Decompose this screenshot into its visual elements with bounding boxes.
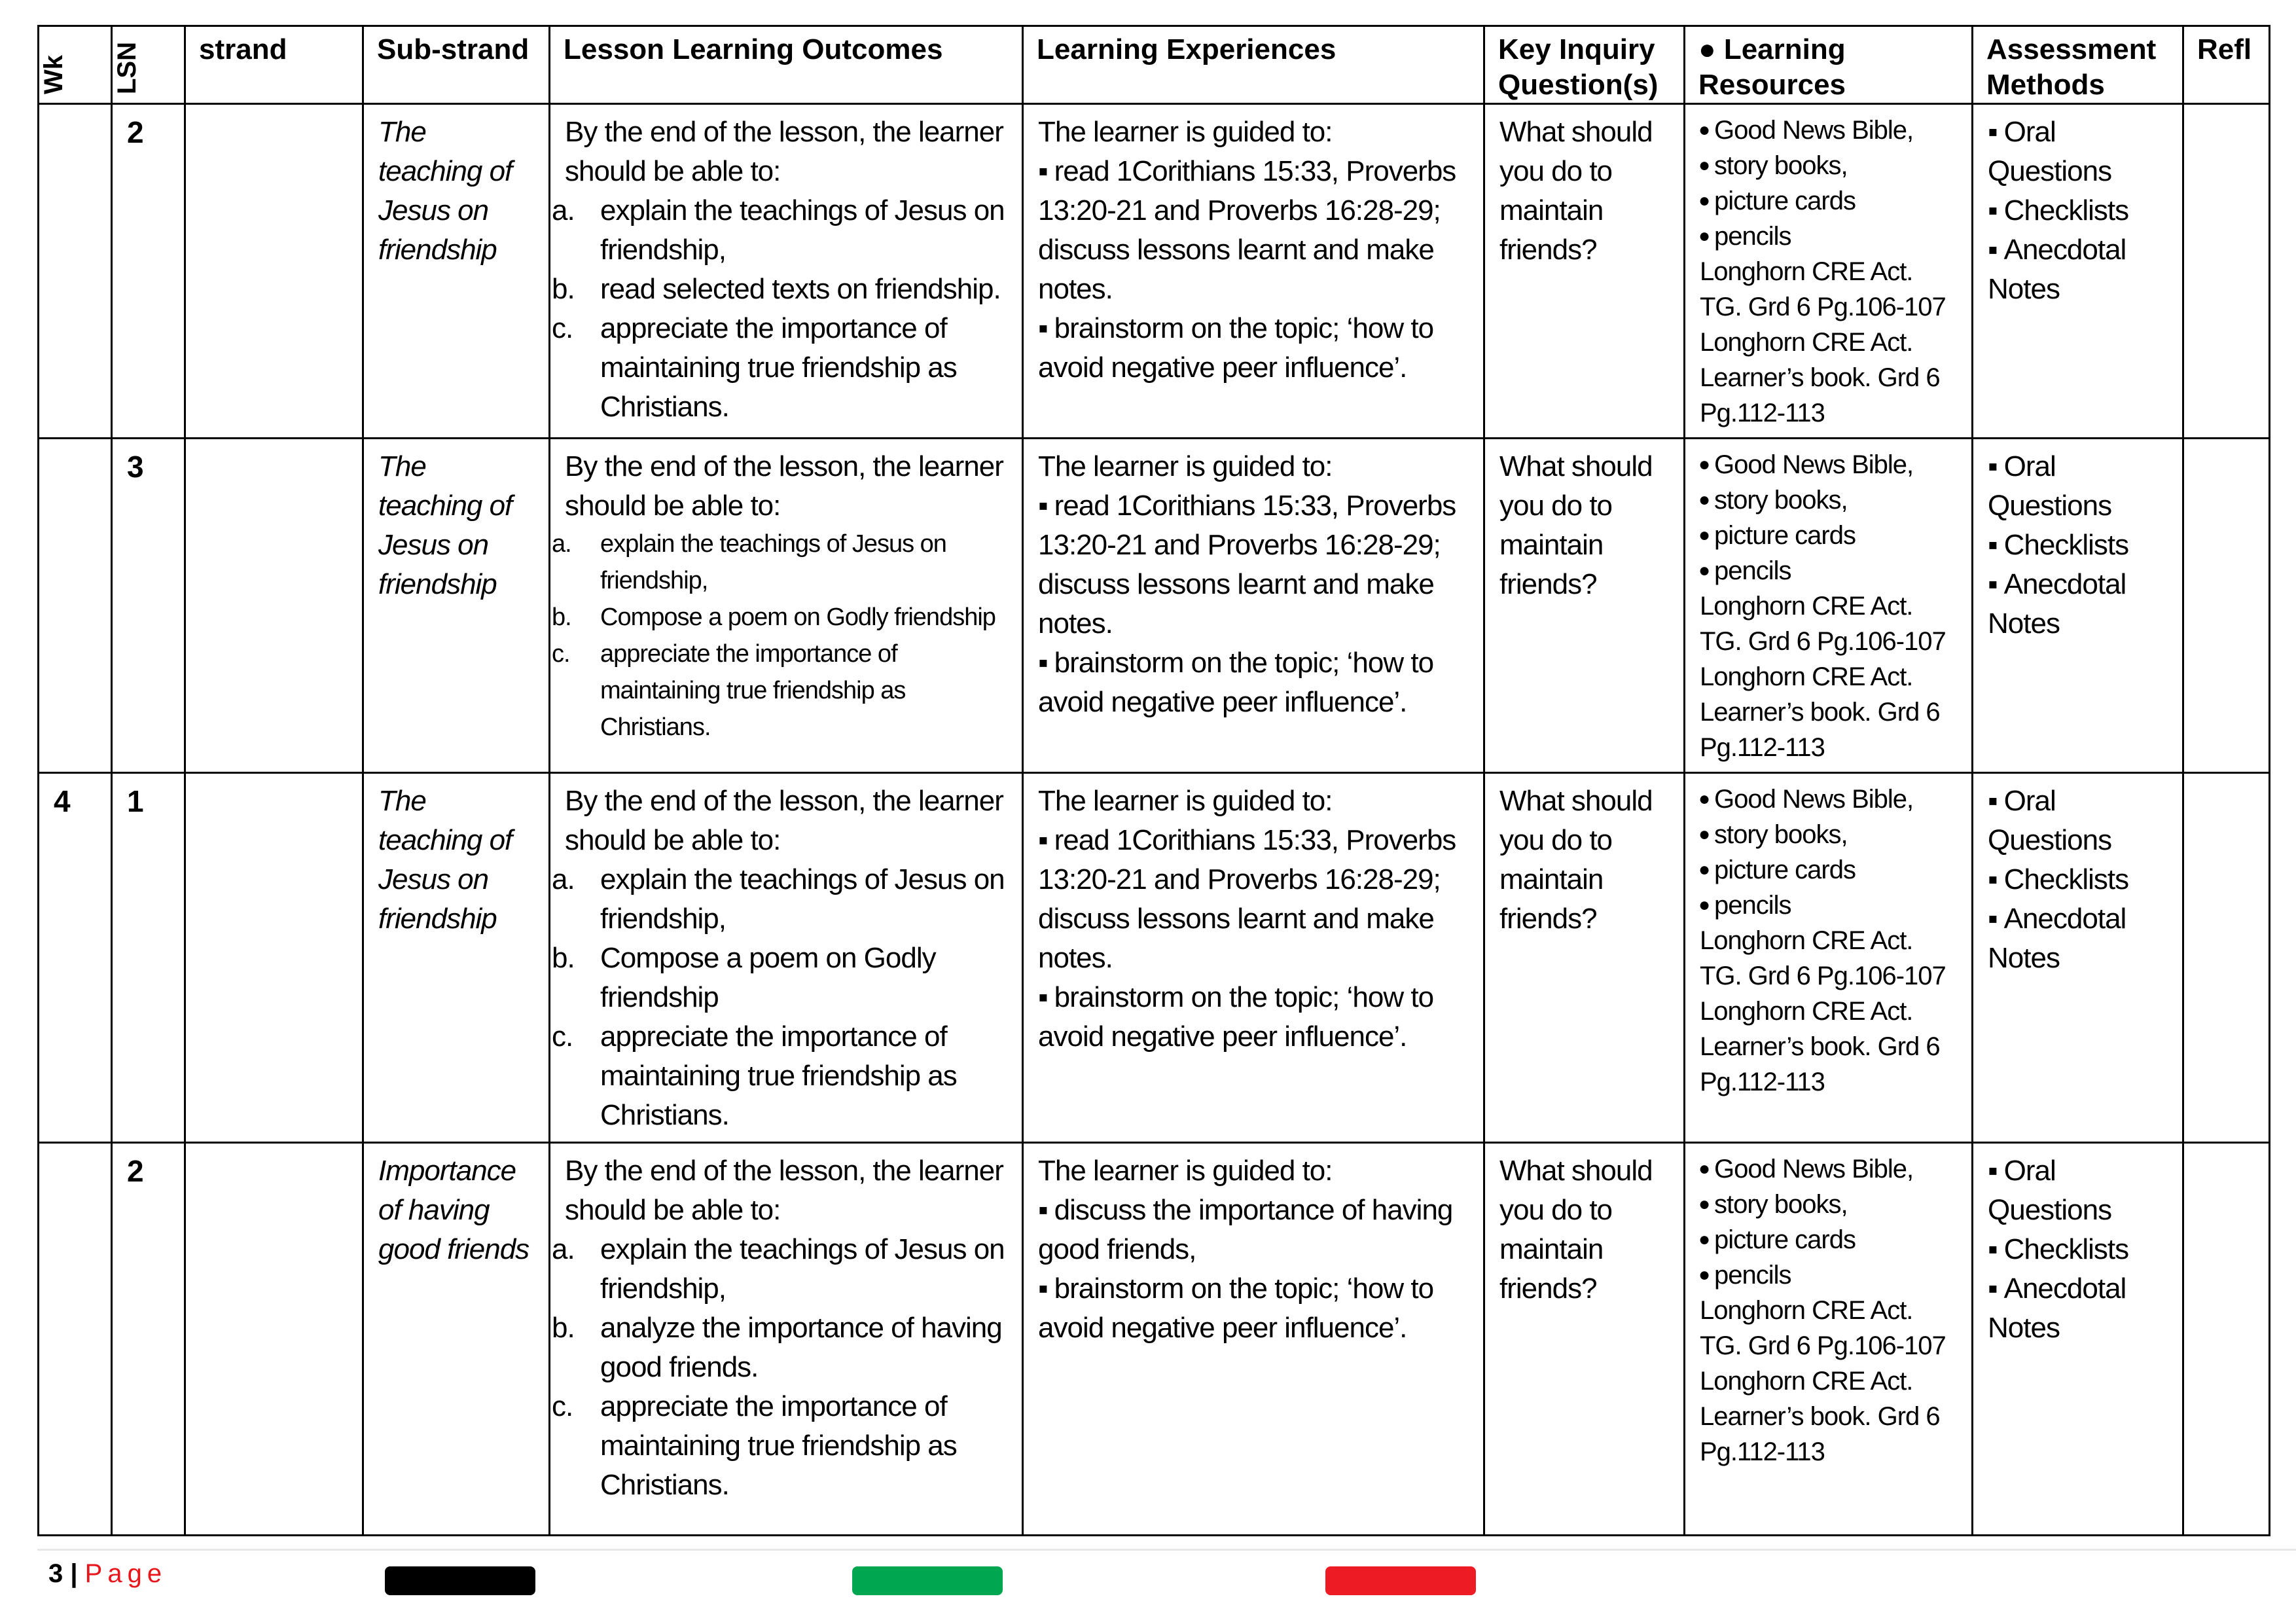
resource-item: ● pencils <box>1700 1257 1958 1293</box>
cell-inquiry <box>1484 439 1685 773</box>
outcome-text: appreciate the importance of maintaining true friendship as Christians. <box>600 312 957 423</box>
resource-item: ● Good News Bible, <box>1700 447 1958 482</box>
resources-refs <box>1700 254 1958 431</box>
header-wk-label: Wk <box>39 55 68 94</box>
resource-item: ● picture cards <box>1700 1222 1958 1257</box>
outcome-text: explain the teachings of Jesus on friendship, <box>600 863 1005 935</box>
outcome-text: appreciate the importance of maintaining true friendship as Christians. <box>600 1020 957 1131</box>
assessment-item: ▪ Anecdotal Notes <box>1988 899 2169 978</box>
outcome-item <box>552 1308 1009 1387</box>
resource-item: ● story books, <box>1700 817 1958 852</box>
header-row <box>39 26 2270 104</box>
cell-outcomes <box>550 1143 1023 1536</box>
reflection-text <box>2184 774 2269 788</box>
outcome-item <box>552 860 1009 939</box>
lesson-number: 3 <box>127 450 143 484</box>
resource-reference: Longhorn CRE Act. TG. Grd 6 Pg.106-107 <box>1700 257 1946 321</box>
outcomes-intro: By the end of the lesson, the learner should be able to: <box>565 116 1003 187</box>
cell-substrand <box>363 439 550 773</box>
header-strand <box>185 26 363 104</box>
assessment-item: ▪ Oral Questions <box>1988 447 2169 526</box>
experiences-list <box>1038 486 1470 722</box>
cell-experiences <box>1023 1143 1484 1536</box>
resource-item: ● pencils <box>1700 219 1958 254</box>
header-inquiry-label: Key Inquiry Question(s) <box>1498 33 1659 101</box>
outcome-marker: b. <box>552 942 575 974</box>
experiences-intro: The learner is guided to: <box>1038 785 1333 817</box>
resource-item: ● story books, <box>1700 148 1958 183</box>
bullet-icon: ● <box>1698 33 1724 65</box>
header-outcomes-label: Lesson Learning Outcomes <box>564 33 943 65</box>
cell-assessment <box>1973 439 2183 773</box>
cell-wk <box>39 773 112 1143</box>
outcome-item <box>552 526 1009 599</box>
outcome-item <box>552 191 1009 270</box>
cell-strand <box>185 773 363 1143</box>
experience-item: ▪ read 1Corithians 15:33, Proverbs 13:20-21 and Proverbs 16:28-29; discuss lessons learnt and make notes. <box>1038 821 1470 978</box>
outcome-marker: c. <box>552 312 573 344</box>
assessment-item: ▪ Anecdotal Notes <box>1988 1269 2169 1348</box>
substrand-text: The teaching of Jesus on friendship <box>378 450 512 600</box>
assessment-item: ▪ Oral Questions <box>1988 1151 2169 1230</box>
cell-assessment <box>1973 104 2183 439</box>
header-reflection <box>2183 26 2270 104</box>
cell-resources <box>1685 1143 1973 1536</box>
outcome-marker: c. <box>552 1390 573 1422</box>
cell-outcomes <box>550 104 1023 439</box>
inquiry-question: What should you do to maintain friends? <box>1499 116 1653 266</box>
resources-refs <box>1700 1293 1958 1470</box>
page-number-separator: | <box>63 1559 85 1588</box>
cell-experiences <box>1023 773 1484 1143</box>
outcome-marker: c. <box>552 1020 573 1053</box>
resource-item: ● Good News Bible, <box>1700 782 1958 817</box>
page-number <box>48 1557 167 1591</box>
flag-bar-black <box>385 1566 535 1595</box>
cell-outcomes <box>550 773 1023 1143</box>
strand-text <box>186 774 362 788</box>
cell-substrand <box>363 1143 550 1536</box>
cell-resources <box>1685 104 1973 439</box>
cell-reflection <box>2183 104 2270 439</box>
flag-bar-red <box>1325 1566 1476 1595</box>
experience-item: ▪ brainstorm on the topic; ‘how to avoid negative peer influence’. <box>1038 643 1470 722</box>
assessment-item: ▪ Checklists <box>1988 1230 2169 1269</box>
outcome-text: appreciate the importance of maintaining true friendship as Christians. <box>600 1390 957 1501</box>
week-number: 4 <box>54 784 70 818</box>
page-number-value: 3 <box>48 1559 63 1588</box>
header-wk <box>39 26 112 104</box>
header-lsn-label: LSN <box>113 42 141 94</box>
week-number <box>39 439 111 454</box>
table-row <box>39 1143 2270 1536</box>
experiences-block <box>1024 1144 1483 1354</box>
substrand-text: The teaching of Jesus on friendship <box>378 785 512 935</box>
cell-wk <box>39 439 112 773</box>
header-outcomes <box>550 26 1023 104</box>
cell-lsn <box>112 439 185 773</box>
resources-refs <box>1700 588 1958 765</box>
assessment-list <box>1973 105 2182 316</box>
scheme-of-work-table <box>37 25 2270 1536</box>
substrand-text: The teaching of Jesus on friendship <box>378 116 512 266</box>
outcomes-list <box>552 526 1009 746</box>
cell-outcomes <box>550 439 1023 773</box>
assessment-item: ▪ Checklists <box>1988 526 2169 565</box>
outcomes-list <box>552 860 1009 1135</box>
footer-divider <box>37 1549 2296 1551</box>
cell-wk <box>39 104 112 439</box>
table-row <box>39 773 2270 1143</box>
cell-resources <box>1685 773 1973 1143</box>
assessment-list <box>1973 1144 2182 1354</box>
assessment-item: ▪ Checklists <box>1988 191 2169 230</box>
header-lsn <box>112 26 185 104</box>
outcome-text: explain the teachings of Jesus on friendship, <box>600 194 1005 266</box>
substrand-text: Importance of having good friends <box>378 1155 529 1265</box>
outcome-text: appreciate the importance of maintaining true friendship as Christians. <box>600 640 906 741</box>
outcomes-block <box>550 774 1022 1142</box>
table-row <box>39 439 2270 773</box>
outcome-text: explain the teachings of Jesus on friendship, <box>600 530 946 594</box>
lesson-number: 2 <box>127 1154 143 1188</box>
cell-strand <box>185 439 363 773</box>
outcomes-list <box>552 1230 1009 1505</box>
lesson-number: 1 <box>127 784 143 818</box>
resources-list <box>1700 1151 1958 1293</box>
cell-inquiry <box>1484 104 1685 439</box>
outcome-item <box>552 309 1009 427</box>
reflection-text <box>2184 105 2269 119</box>
experiences-list <box>1038 152 1470 388</box>
cell-reflection <box>2183 1143 2270 1536</box>
outcomes-intro: By the end of the lesson, the learner should be able to: <box>565 785 1003 856</box>
cell-inquiry <box>1484 773 1685 1143</box>
experiences-intro: The learner is guided to: <box>1038 450 1333 482</box>
outcome-text: Compose a poem on Godly friendship <box>600 604 996 631</box>
strand-text <box>186 105 362 119</box>
cell-lsn <box>112 773 185 1143</box>
week-number <box>39 105 111 119</box>
experience-item: ▪ discuss the importance of having good friends, <box>1038 1191 1470 1269</box>
week-number <box>39 1144 111 1158</box>
outcome-marker: a. <box>552 863 575 895</box>
outcome-item <box>552 1017 1009 1135</box>
header-resources <box>1685 26 1973 104</box>
outcome-text: explain the teachings of Jesus on friendship, <box>600 1233 1005 1305</box>
reflection-text <box>2184 439 2269 454</box>
header-assessment <box>1973 26 2183 104</box>
resource-reference: Longhorn CRE Act. Learner’s book. Grd 6 Pg.112-113 <box>1700 997 1940 1096</box>
cell-substrand <box>363 773 550 1143</box>
resource-reference: Longhorn CRE Act. TG. Grd 6 Pg.106-107 <box>1700 1296 1946 1360</box>
assessment-item: ▪ Oral Questions <box>1988 113 2169 191</box>
resource-reference: Longhorn CRE Act. Learner’s book. Grd 6 Pg.112-113 <box>1700 662 1940 762</box>
resource-item: ● pencils <box>1700 553 1958 588</box>
outcome-text: analyze the importance of having good friends. <box>600 1312 1002 1383</box>
reflection-text <box>2184 1144 2269 1158</box>
assessment-list <box>1973 774 2182 984</box>
outcome-item <box>552 636 1009 746</box>
experiences-list <box>1038 821 1470 1056</box>
resource-reference: Longhorn CRE Act. TG. Grd 6 Pg.106-107 <box>1700 592 1946 656</box>
outcome-marker: c. <box>552 640 570 668</box>
cell-resources <box>1685 439 1973 773</box>
resource-item: ● pencils <box>1700 888 1958 923</box>
outcome-text: read selected texts on friendship. <box>600 273 1001 305</box>
cell-assessment <box>1973 1143 2183 1536</box>
resource-item: ● Good News Bible, <box>1700 113 1958 148</box>
header-substrand-label: Sub-strand <box>377 33 529 65</box>
resource-reference: Longhorn CRE Act. Learner’s book. Grd 6 Pg.112-113 <box>1700 1367 1940 1466</box>
resource-item: ● picture cards <box>1700 183 1958 219</box>
cell-experiences <box>1023 104 1484 439</box>
outcomes-block <box>550 1144 1022 1511</box>
outcomes-intro: By the end of the lesson, the learner should be able to: <box>565 1155 1003 1226</box>
resource-item: ● story books, <box>1700 482 1958 518</box>
outcome-item <box>552 599 1009 636</box>
outcome-marker: b. <box>552 604 571 631</box>
outcome-marker: a. <box>552 1233 575 1265</box>
header-experiences-label: Learning Experiences <box>1037 33 1336 65</box>
experience-item: ▪ brainstorm on the topic; ‘how to avoid negative peer influence’. <box>1038 309 1470 388</box>
outcome-item <box>552 939 1009 1017</box>
table-body <box>39 104 2270 1536</box>
resource-item: ● story books, <box>1700 1187 1958 1222</box>
cell-reflection <box>2183 773 2270 1143</box>
experiences-intro: The learner is guided to: <box>1038 1155 1333 1187</box>
resources-list <box>1700 447 1958 588</box>
header-substrand <box>363 26 550 104</box>
resources-list <box>1700 113 1958 254</box>
cell-inquiry <box>1484 1143 1685 1536</box>
header-experiences <box>1023 26 1484 104</box>
experiences-intro: The learner is guided to: <box>1038 116 1333 148</box>
outcomes-block <box>550 105 1022 433</box>
table-row <box>39 104 2270 439</box>
cell-lsn <box>112 1143 185 1536</box>
experiences-block <box>1024 105 1483 394</box>
resource-reference: Longhorn CRE Act. Learner’s book. Grd 6 Pg.112-113 <box>1700 328 1940 427</box>
outcome-marker: b. <box>552 273 575 305</box>
header-resources-text: Learning Resources <box>1698 33 1846 101</box>
resources-list <box>1700 782 1958 923</box>
assessment-item: ▪ Anecdotal Notes <box>1988 230 2169 309</box>
experiences-block <box>1024 774 1483 1063</box>
outcome-item <box>552 1387 1009 1505</box>
inquiry-question: What should you do to maintain friends? <box>1499 450 1653 600</box>
experiences-list <box>1038 1191 1470 1348</box>
experience-item: ▪ brainstorm on the topic; ‘how to avoid negative peer influence’. <box>1038 978 1470 1056</box>
resources-block <box>1685 774 1971 1106</box>
header-resources-label <box>1685 27 1971 103</box>
resource-item: ● Good News Bible, <box>1700 1151 1958 1187</box>
experiences-block <box>1024 439 1483 729</box>
inquiry-question: What should you do to maintain friends? <box>1499 785 1653 935</box>
cell-assessment <box>1973 773 2183 1143</box>
cell-substrand <box>363 104 550 439</box>
resource-item: ● picture cards <box>1700 852 1958 888</box>
header-reflection-label: Refl <box>2197 33 2252 65</box>
page-word: Page <box>84 1559 168 1588</box>
flag-bar-green <box>852 1566 1003 1595</box>
resource-reference: Longhorn CRE Act. TG. Grd 6 Pg.106-107 <box>1700 926 1946 990</box>
cell-reflection <box>2183 439 2270 773</box>
resources-block <box>1685 1144 1971 1476</box>
header-strand-label: strand <box>199 33 287 65</box>
inquiry-question: What should you do to maintain friends? <box>1499 1155 1653 1305</box>
header-inquiry <box>1484 26 1685 104</box>
outcome-item <box>552 1230 1009 1308</box>
resource-item: ● picture cards <box>1700 518 1958 553</box>
outcomes-list <box>552 191 1009 427</box>
outcome-marker: a. <box>552 530 571 558</box>
outcomes-block <box>550 439 1022 752</box>
header-assessment-label: Assessment Methods <box>1986 33 2157 101</box>
resources-refs <box>1700 923 1958 1100</box>
experience-item: ▪ read 1Corithians 15:33, Proverbs 13:20-21 and Proverbs 16:28-29; discuss lessons learnt and make notes. <box>1038 152 1470 309</box>
resources-block <box>1685 439 1971 772</box>
outcome-text: Compose a poem on Godly friendship <box>600 942 936 1013</box>
assessment-item: ▪ Checklists <box>1988 860 2169 899</box>
resources-block <box>1685 105 1971 437</box>
strand-text <box>186 439 362 454</box>
strand-text <box>186 1144 362 1158</box>
outcome-marker: a. <box>552 194 575 226</box>
outcome-marker: b. <box>552 1312 575 1344</box>
assessment-item: ▪ Oral Questions <box>1988 782 2169 860</box>
assessment-list <box>1973 439 2182 650</box>
cell-wk <box>39 1143 112 1536</box>
cell-lsn <box>112 104 185 439</box>
outcomes-intro: By the end of the lesson, the learner should be able to: <box>565 450 1003 522</box>
experience-item: ▪ read 1Corithians 15:33, Proverbs 13:20-21 and Proverbs 16:28-29; discuss lessons learnt and make notes. <box>1038 486 1470 643</box>
cell-strand <box>185 1143 363 1536</box>
lesson-number: 2 <box>127 115 143 149</box>
cell-strand <box>185 104 363 439</box>
experience-item: ▪ brainstorm on the topic; ‘how to avoid negative peer influence’. <box>1038 1269 1470 1348</box>
cell-experiences <box>1023 439 1484 773</box>
assessment-item: ▪ Anecdotal Notes <box>1988 565 2169 643</box>
outcome-item <box>552 270 1009 309</box>
